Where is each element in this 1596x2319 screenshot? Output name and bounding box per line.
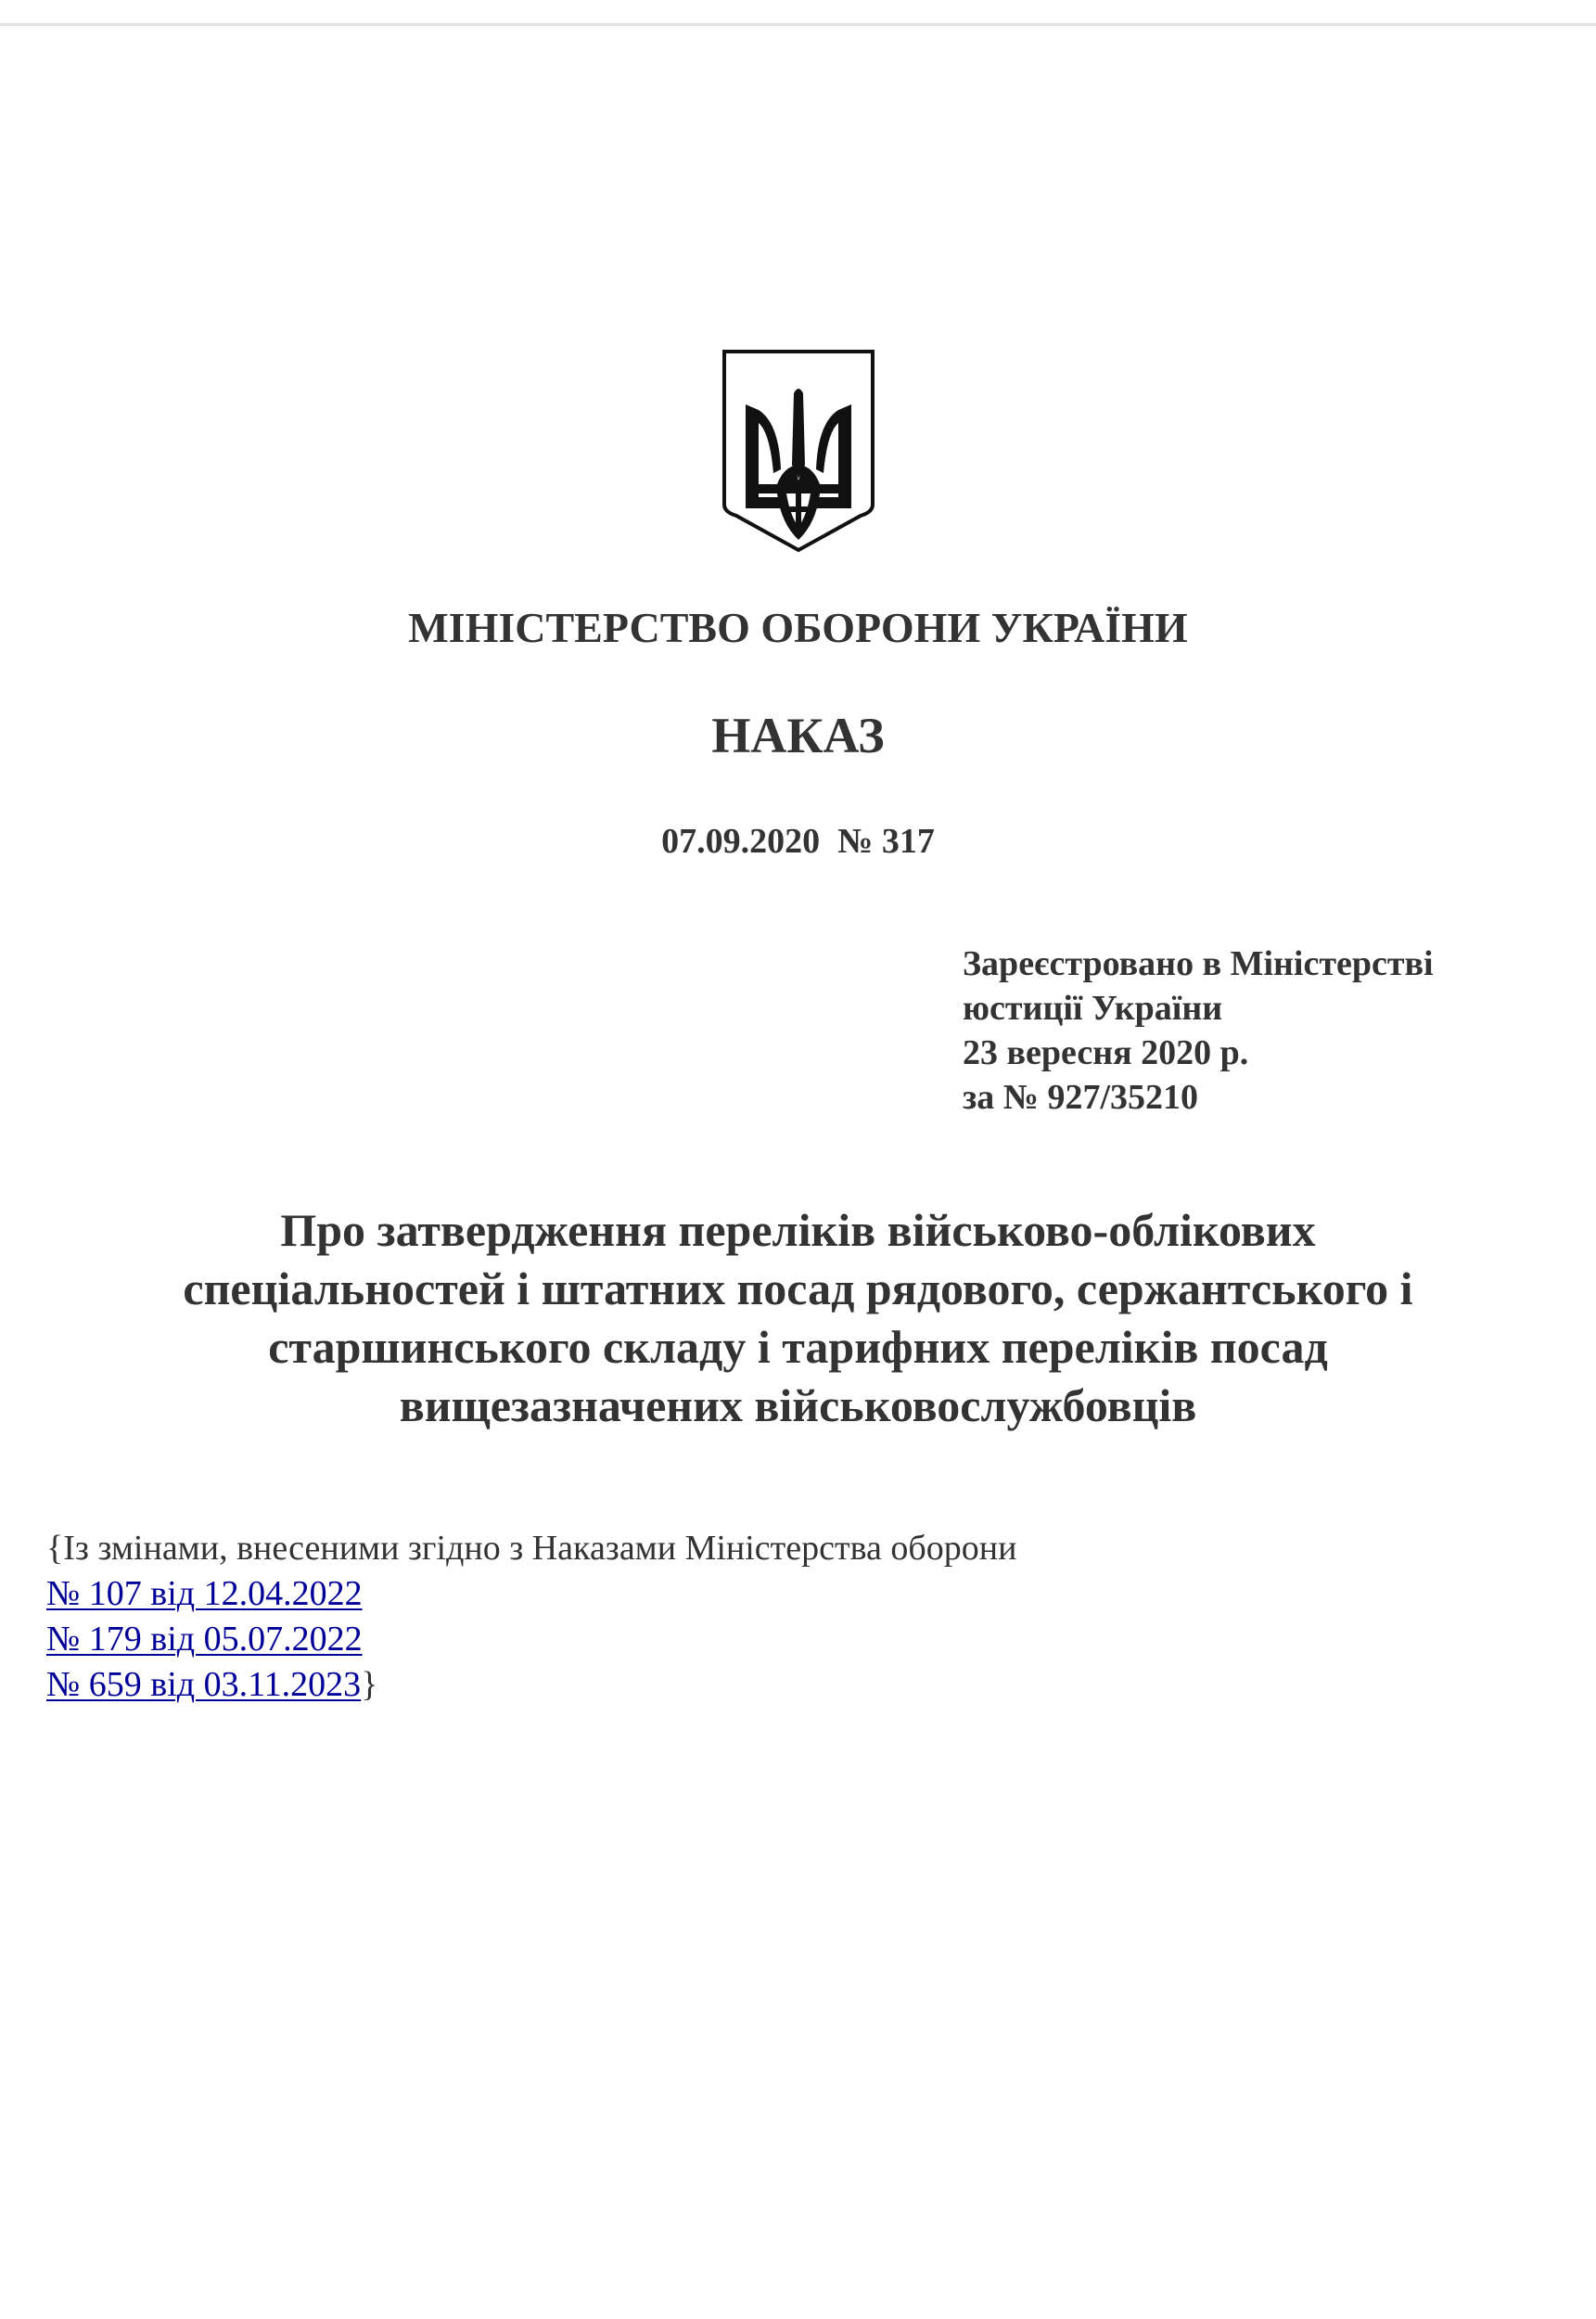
amendments-intro: {Із змінами, внесеними згідно з Наказами Міністерства оборони — [46, 1529, 1017, 1568]
document-title — [0, 1201, 1596, 1435]
order-date-number: 07.09.2020 № 317 — [661, 822, 935, 861]
ministry-name: МІНІСТЕРСТВО ОБОРОНИ УКРАЇНИ — [408, 604, 1188, 651]
coat-of-arms-of-ukraine-icon — [721, 349, 875, 553]
title-line: Про затвердження переліків військово-облікових — [280, 1204, 1316, 1256]
registration-line: за № 927/35210 — [963, 1078, 1199, 1117]
title-line: спеціальностей і штатних посад рядового, сержантського і — [183, 1262, 1413, 1314]
title-line: старшинського складу і тарифних переліків посад — [268, 1321, 1328, 1373]
amendment-link-659[interactable]: № 659 від 03.11.2023 — [46, 1665, 362, 1704]
top-divider — [0, 23, 1596, 26]
registration-line: 23 вересня 2020 р. — [963, 1033, 1249, 1072]
amendment-link-107[interactable]: № 107 від 12.04.2022 — [46, 1574, 363, 1613]
registration-line: Зареєстровано в Міністерстві — [963, 944, 1434, 983]
amendment-link-179[interactable]: № 179 від 05.07.2022 — [46, 1620, 363, 1659]
amendments-closing-brace: } — [361, 1665, 378, 1704]
registration-line: юстиції України — [963, 989, 1223, 1028]
registration-block — [963, 942, 1434, 1120]
title-line: вищезазначених військовослужбовців — [399, 1379, 1197, 1431]
document-type: НАКАЗ — [711, 708, 885, 763]
amendments-block — [46, 1526, 1016, 1708]
